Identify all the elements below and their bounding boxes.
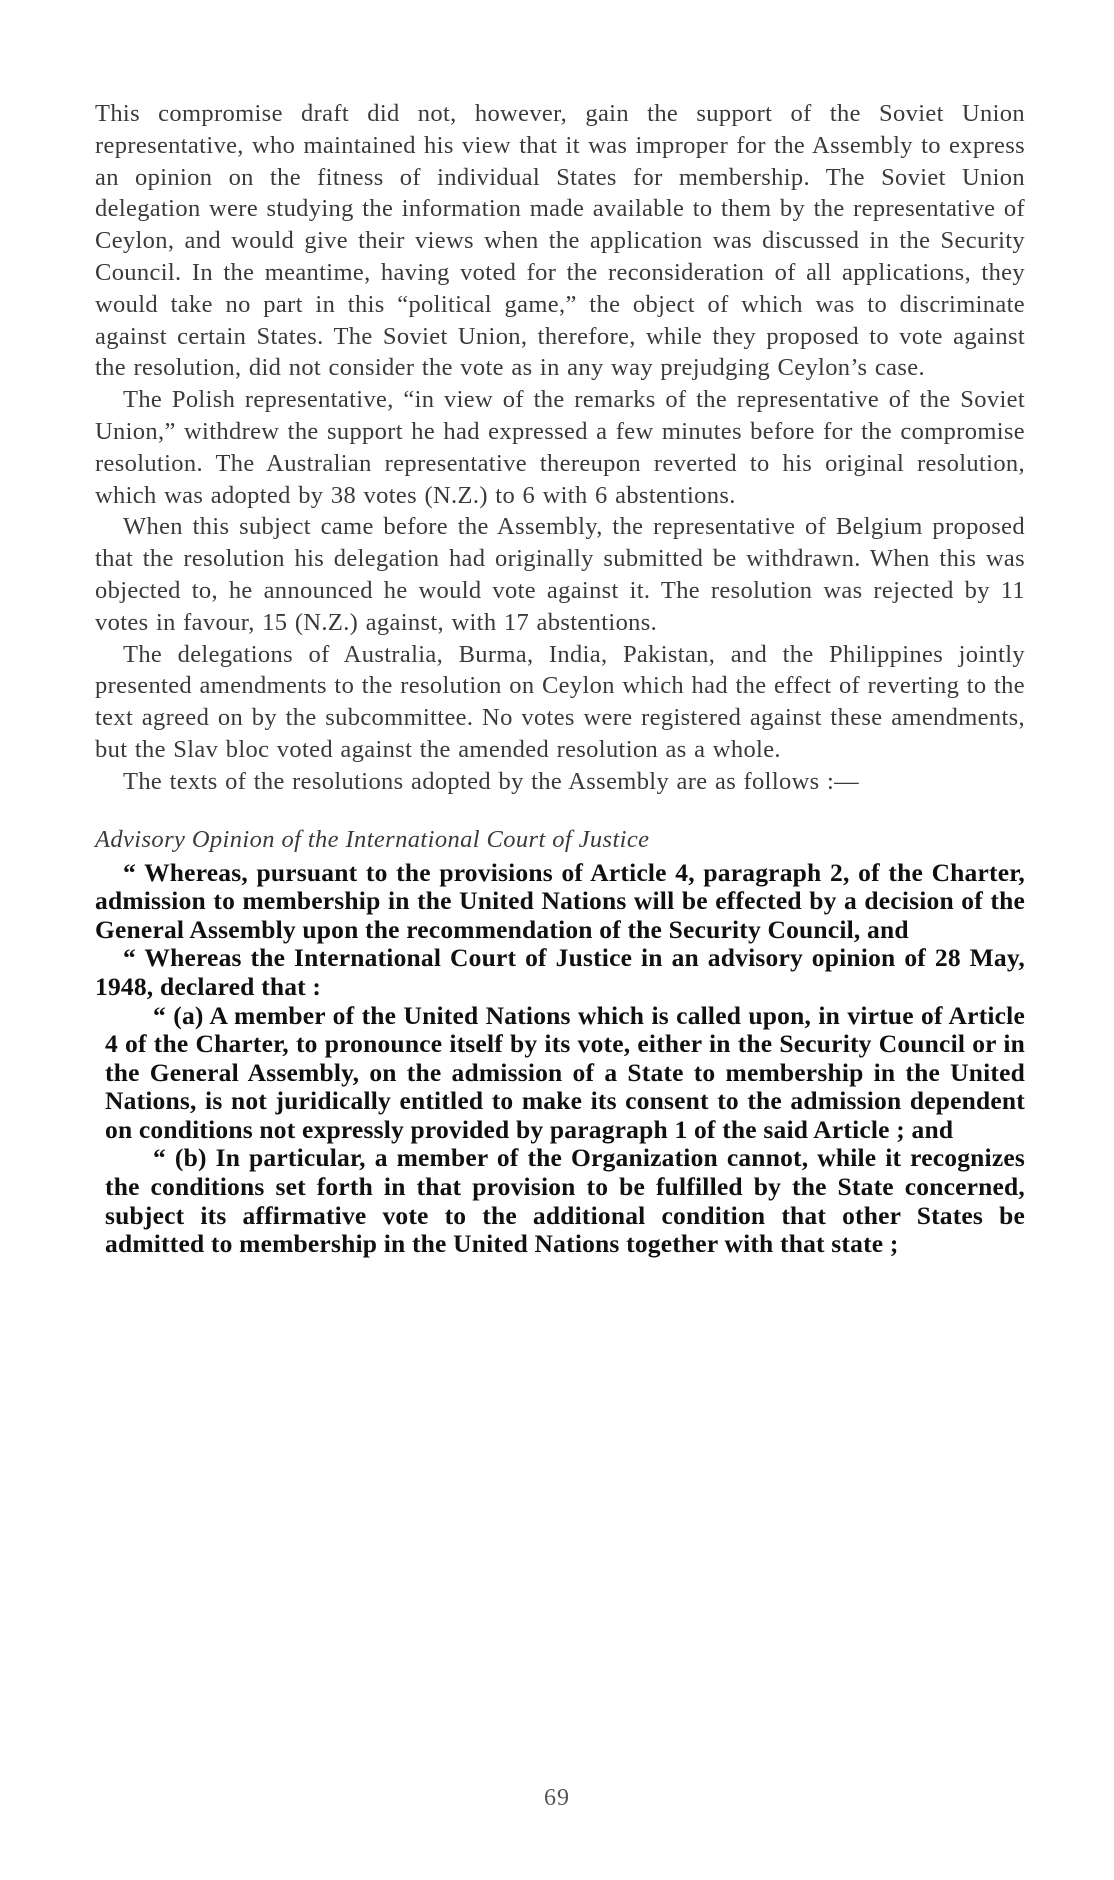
section-heading: Advisory Opinion of the International Court of Justice xyxy=(95,825,650,853)
paragraph-delegations-amendments: The delegations of Australia, Burma, India, Pakistan, and the Philippines jointly presented amendments to the resolution on Ceylon which had the effect of reverting to the text agreed on by the subcommittee. No votes were registered against these amendments, but the Slav bloc voted against the amended resolution as a whole. xyxy=(95,640,1025,763)
resolution-clause-whereas-charter: “ Whereas, pursuant to the provisions of Article 4, paragraph 2, of the Charter, admission to membership in the United Nations will be effected by a decision of the General Assembly upon the recommendation of the Security Council, and xyxy=(95,857,1025,944)
resolution-clause-a: “ (a) A member of the United Nations which is called upon, in virtue of Article 4 of the Charter, to pronounce itself by its vote, either in the Security Council or in the General Assembly, on the admission of a State to membership in the United Nations, is not juridically entitled to make its consent to the admission dependent on conditions not expressly provided by paragraph 1 of the said Article ; and xyxy=(105,1000,1025,1144)
paragraph-belgium: When this subject came before the Assembly, the representative of Belgium proposed that the resolution his delegation had originally submitted be withdrawn. When this was objected to, he announced he would vote against it. The resolution was rejected by 11 votes in favour, 15 (N.Z.) against, with 17 abstentions. xyxy=(95,513,1025,636)
page-body xyxy=(95,98,1025,1259)
page-number: 69 xyxy=(544,1785,570,1811)
paragraph-texts-intro: The texts of the resolutions adopted by the Assembly are as follows :— xyxy=(123,767,859,795)
paragraph-polish-representative: The Polish representative, “in view of the remarks of the representative of the Soviet Union,” withdrew the support he had expressed a few minutes before for the compromise resolution. The Australian representative thereupon reverted to his original resolution, which was adopted by 38 votes (N.Z.) to 6 with 6 abstentions. xyxy=(95,386,1025,509)
paragraph-soviet-union: This compromise draft did not, however, gain the support of the Soviet Union representative, who maintained his view that it was improper for the Assembly to express an opinion on the fitness of individual States for membership. The Soviet Union delegation were studying the information made available to them by the representative of Ceylon, and would give their views when the application was discussed in the Security Council. In the meantime, having voted for the reconsideration of all applications, they would take no part in this “political game,” the object of which was to discriminate against certain States. The Soviet Union, therefore, while they proposed to vote against the resolution, did not consider the vote as in any way prejudging Ceylon’s case. xyxy=(95,100,1025,382)
resolution-clause-b: “ (b) In particular, a member of the Organization cannot, while it recognizes the conditions set forth in that provision to be fulfilled by the State concerned, subject its affirmative vote to the additional condition that other States be admitted to membership in the United Nations together with that state ; xyxy=(105,1143,1025,1259)
resolution-clause-whereas-court: “ Whereas the International Court of Justice in an advisory opinion of 28 May, 1948, declared that : xyxy=(95,943,1025,1001)
